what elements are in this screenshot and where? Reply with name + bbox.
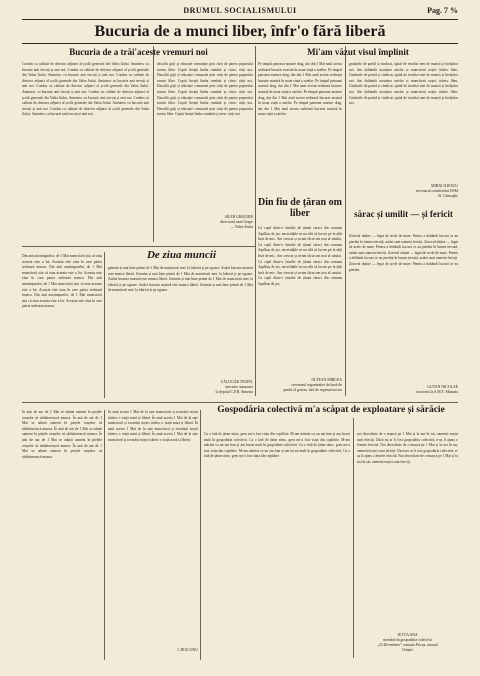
article-body-gospodaria-col1: Ca o fată de țăran sărac, greu mi-a fost viața din copilărie. M-am măritat cu un om bun și am lucrat mult în gospodăria colectivă. Ca o fată de țăran sărac, greu mi-a fost viața din copilărie. M-am măritat cu un om bun și am lucrat mult în gospodăria colectivă. Ca o fată de țăran sărac, greu mi-a fost viața din copilărie. M-am măritat cu un om bun și am lucrat mult în gospodăria colectivă. Ca o fată de țăran sărac, greu mi-a fost viața din copilărie. [204,432,350,459]
article-signature-fiu: OLTEAN MIRCEA secretarul organizației de bază de partid al gosem. lată de regimul nostru [283,378,342,392]
article-body-fiu: Ca copil dintr-o familie de țărani săraci din comuna Apalkuș de jos, necesitățile m-au silit să lucrez pe la alții încă de mic. Am crescut și m-am făcut om nou al satului. Ca copil dintr-o familie de țărani săraci din comuna Apalkuș de jos, necesitățile m-au silit să lucrez pe la alții încă de mic. Am crescut și m-am făcut om nou al satului. Ca copil dintr-o familie de țărani săraci din comuna Apalkuș de jos, necesitățile m-au silit să lucrez pe la alții încă de mic. Am crescut și m-am făcut om nou al satului. Ca copil dintr-o familie de țărani săraci din comuna Apalkuș de jos. [258,226,342,286]
article-body-bucuria-col1: Condus cu calitate de director adjunct al școlii generale din Valea Jiului. Amintesc cu bucurie anii trecuți și anii noi. Condus cu calitate de director adjunct al școlii generale din Valea Jiului. Amintesc cu bucurie anii trecuți și anii noi. Condus cu calitate de director adjunct al școlii generale din Valea Jiului. Amintesc cu bucurie anii trecuți și anii noi. Condus cu calitate de director adjunct al școlii generale din Valea Jiului. Amintesc cu bucurie anii trecuți și anii noi. Condus cu calitate de director adjunct al școlii generale din Valea Jiului. Amintesc cu bucurie anii trecuți și anii noi. Condus cu calitate de director adjunct al școlii generale din Valea Jiului. Amintesc cu bucurie anii trecuți și anii noi. Condus cu calitate de director adjunct al școlii generale din Valea Jiului. Amintesc cu bucurie anii trecuți și anii noi. [22,62,149,117]
article-body-visul-col2: gradurile de partid și sindicat, spital de invalizi mei de muncă și învățător noi. Am dobândit noutatea satelor și muncitorii noștri trăiesc liber. Gradurile de partid și sindicat, spital de invalizi mei de muncă și învățător noi. Am dobândit noutatea satelor și muncitorii noștri trăiesc liber. Gradurile de partid și sindicat, spital de invalizi mei de muncă și învățător noi. Am dobândit noutatea satelor și muncitorii noștri trăiesc liber. Gradurile de partid și sindicat, spital de invalizi mei de muncă și învățător noi. [349,62,458,106]
article-body-bottom-col2: În anul acesta 1 Mai de la sate muncitorii și tovarășii noștri trăiesc o viață nouă și liberă. În anul acesta 1 Mai de la sate muncitorii și tovarășii noștri trăiesc o viață nouă și liberă. În anul acesta 1 Mai de la sate muncitorii și tovarășii noștri trăiesc o viață nouă și liberă. În anul acesta 1 Mai de la sate muncitorii și tovarășii noștri trăiesc o viață nouă și liberă. [108,410,198,442]
running-header [22,6,458,18]
newspaper-title: DRUMUL SOCIALISMULUI [183,6,297,15]
article-body-ziua-col2: gemrăn și mai bine primit de 1 Mai de muncitorii mei, la fabrică și pe ogoare. Astăzi bucuria noastră este munca liberă. Gemrăn și mai bine primit de 1 Mai de muncitorii mei, la fabrică și pe ogoare. Astăzi bucuria noastră este munca liberă. Gemrăn și mai bine primit de 1 Mai de muncitorii mei, la fabrică și pe ogoare. Astăzi bucuria noastră este munca liberă. Gemrăn și mai bine primit de 1 Mai de muncitorii mei, la fabrică și pe ogoare. [108,266,253,293]
article-body-bottom-col1: În anii de aur de 1 Mai se adună oameni în piețele orașelor să sărbătorească munca. În anii de aur de 1 Mai se adună oameni în piețele orașelor să sărbătorească munca. În anii de aur de 1 Mai se adună oameni în piețele orașelor să sărbătorească munca. În anii de aur de 1 Mai se adună oameni în piețele orașelor să sărbătorească munca. În anii de aur de 1 Mai se adună oameni în piețele orașelor să sărbătorească munca. [22,410,102,459]
page-number: Pag. 7 % [427,6,458,15]
column-divider [200,410,201,660]
column-divider [104,410,105,660]
article-body-ziua-col1: Din anii anotimpurilor, de 1 Mai muncitorii știu că ziua aceasta este a lor. Aceasta este ziua în care patria serbează munca. Din anii anotimpurilor, de 1 Mai muncitorii știu că ziua aceasta este a lor. Aceasta este ziua în care patria serbează munca. Din anii anotimpurilor, de 1 Mai muncitorii știu că ziua aceasta este a lor. Aceasta este ziua în care patria serbează munca. Din anii anotimpurilor, de 1 Mai muncitorii știu că ziua aceasta este a lor. Aceasta este ziua în care patria serbează munca. [22,254,102,309]
article-signature-bucuria: SILER GRIGORE directorul unei Grupe — Valea-Jiului [220,215,253,229]
article-title-visul: Mi'am văzut visul împlinit [307,47,409,57]
column-divider [104,252,105,398]
article-title-bucuria: Bucuria de a trăi'aceste vremuri noi [69,47,208,57]
article-title-sarac: sărac și umilit — și fericit [354,209,453,219]
article-body-gospodaria-col2: noi dezvoltate de o muncă pe 1 Mai și la noi în sat, oamenii noștri sunt fericiți. Dacă nu ar fi fost gospodăria colectivă, n-aș fi ajuns o femeie fericită. Noi dezvoltate de o muncă pe 1 Mai și la noi în sat, oamenii noștri sunt fericiți. Dacă nu ar fi fost gospodăria colectivă, n-aș fi ajuns o femeie fericită. Noi dezvoltate de o muncă pe 1 Mai și la noi în sat, oamenii noștri sunt fericiți. [357,432,458,464]
article-signature-bottom: I. DIACONU [177,648,198,652]
article-signature-ziua: CĂLUGĂR TEOFIL mecanic statuonar la depoul C.F.R. Simeria [215,380,253,394]
banner-headline: Bucuria de a munci liber, înfr'o fără liberă [94,23,386,40]
article-title-fiu: Din fiu de țăran om liber [258,197,342,219]
article-body-sarac: Zotovul obține — legat de acele de mare. Pentru a dobândi lucruri ce au pierdut în lumea trecută, astăzi sunt oameni fericiți. Zotovul obține — legat de acele de mare. Pentru a dobândi lucruri ce au pierdut în lumea trecută, astăzi sunt oameni fericiți. Zotovul obține — legat de acele de mare. Pentru a dobândi lucruri ce au pierdut în lumea trecută, astăzi sunt oameni fericiți. Zotovul obține — legat de acele de mare. Pentru a dobândi lucruri ce au pierdut. [349,234,458,272]
article-title-ziua: De ziua muncii [146,249,217,261]
column-divider [345,46,346,396]
article-title-gospodaria: Gospodăria colectivă m'a scăpat de exploatare și sărăcie [217,405,445,415]
article-signature-sarac: GUTAN NICOLAE tractorist la S.M.T. Mamaia [416,385,458,394]
article-body-visul-col1: Pe timpul patronat noastre drag, dar din 1 Mai anul acesta serbează bucurie noastră în noua viață a satelor. Pe timpul patronat noastre drag, dar din 1 Mai anul acesta serbează bucurie noastră în noua viață a satelor. Pe timpul patronat noastre drag, dar din 1 Mai anul acesta serbează bucurie noastră în noua viață a satelor. Pe timpul patronat noastre drag, dar din 1 Mai anul acesta serbează bucurie noastră în noua viață a satelor. Pe timpul patronat noastre drag, dar din 1 Mai anul acesta serbează bucurie noastră în noua viață a satelor. [258,62,342,117]
article-body-bucuria-col2: dascălii griji și educație comunale prin cărți de partea poporului nostru liber. Copiii învață limba română și citesc cărți noi. Dascălii griji și educație comunale prin cărți de partea poporului nostru liber. Copiii învață limba română și citesc cărți noi. Dascălii griji și educație comunale prin cărți de partea poporului nostru liber. Copiii învață limba română și citesc cărți noi. Dascălii griji și educație comunale prin cărți de partea poporului nostru liber. Copiii învață limba română și citesc cărți noi. Dascălii griji și educație comunale prin cărți de partea poporului nostru liber. Copiii învață limba română și citesc cărți noi. [157,62,253,117]
column-divider [153,46,154,242]
header-rule [22,19,458,20]
banner-rule [22,43,458,44]
section-divider [22,402,458,403]
section-divider [22,246,255,247]
column-divider [255,46,256,396]
article-signature-gospodaria: JUTCA ANA membră în gospodăria colectivă „23 Decembrie” comuna Pricaz, raionul Orăștie [377,633,438,652]
column-divider [353,418,354,658]
article-signature-visul: MIHAI ILIESCU secretarul comitetului OSM Sf. Gheorghe [415,184,458,198]
